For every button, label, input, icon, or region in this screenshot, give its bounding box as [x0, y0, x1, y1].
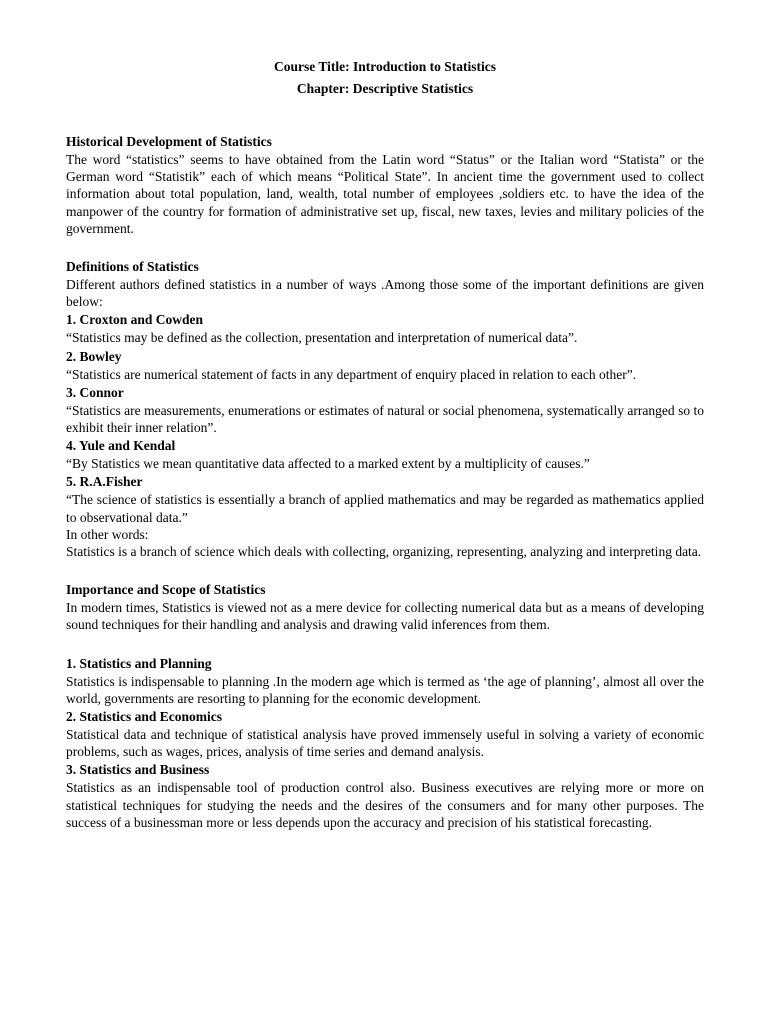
definition-text: “Statistics may be defined as the collection, presentation and interpretation of numerical data”. [66, 330, 578, 346]
history-paragraph: The word “statistics” seems to have obtained from the Latin word “Status” or the Italian word “Statista” or the German word “Statistik” each of which means “Political State”. In ancient time the government used to collect information about total population, land, wealth, total number of employees ,soldiers etc. to have the idea of the manpower of the country for formation of administrative set up, fiscal, new taxes, levies and military policies of the government. [66, 152, 704, 236]
definitions-intro: Different authors defined statistics in a number of ways .Among those some of the important definitions are given below: [66, 277, 704, 310]
definition-author: 2. Bowley [66, 348, 122, 364]
other-words-label: In other words: [66, 526, 149, 542]
scope-item-text: Statistics as an indispensable tool of production control also. Business executives are relying more or more on statistical techniques for studying the needs and the desires of the consumers and for many other purposes. The success of a businessman more or less depends upon the accuracy and precision of his statistical forecasting. [66, 780, 704, 830]
course-title: Course Title: Introduction to Statistics [273, 59, 496, 74]
importance-heading: Importance and Scope of Statistics [66, 582, 266, 598]
definition-author: 3. Connor [66, 384, 124, 400]
history-heading: Historical Development of Statistics [66, 134, 272, 149]
chapter-title: Chapter: Descriptive Statistics [296, 81, 474, 96]
scope-item-heading: 3. Statistics and Business [66, 762, 210, 778]
importance-intro: In modern times, Statistics is viewed not as a mere device for collecting numerical data but as a means of developing sound techniques for their handling and analysis and drawing valid inferences from them. [66, 600, 704, 633]
document-page [66, 56, 704, 831]
definitions-heading: Definitions of Statistics [66, 259, 199, 275]
scope-item-heading: 1. Statistics and Planning [66, 655, 212, 671]
scope-item-heading: 2. Statistics and Economics [66, 709, 223, 725]
definition-text: “By Statistics we mean quantitative data affected to a marked extent by a multiplicity of causes.” [66, 456, 590, 472]
definition-author: 4. Yule and Kendal [66, 438, 176, 454]
definition-text: “Statistics are numerical statement of facts in any department of enquiry placed in relation to each other”. [66, 366, 637, 382]
definition-author: 1. Croxton and Cowden [66, 312, 204, 328]
scope-item-text: Statistics is indispensable to planning .In the modern age which is termed as ‘the age of planning’, almost all over the world, governments are resorting to planning for the economic development. [66, 673, 704, 706]
definition-author: 5. R.A.Fisher [66, 474, 143, 490]
definition-text: “The science of statistics is essentially a branch of applied mathematics and may be regarded as mathematics applied to observational data.” [66, 492, 704, 525]
other-words-text: Statistics is a branch of science which deals with collecting, organizing, representing, analyzing and interpreting data. [66, 544, 702, 560]
definition-text: “Statistics are measurements, enumerations or estimates of natural or social phenomena, systematically arranged so to exhibit their inner relation”. [66, 402, 704, 436]
scope-item-text: Statistical data and technique of statistical analysis have proved immensely useful in solving a variety of economic problems, such as wages, prices, analysis of time series and demand analysis. [66, 727, 704, 760]
